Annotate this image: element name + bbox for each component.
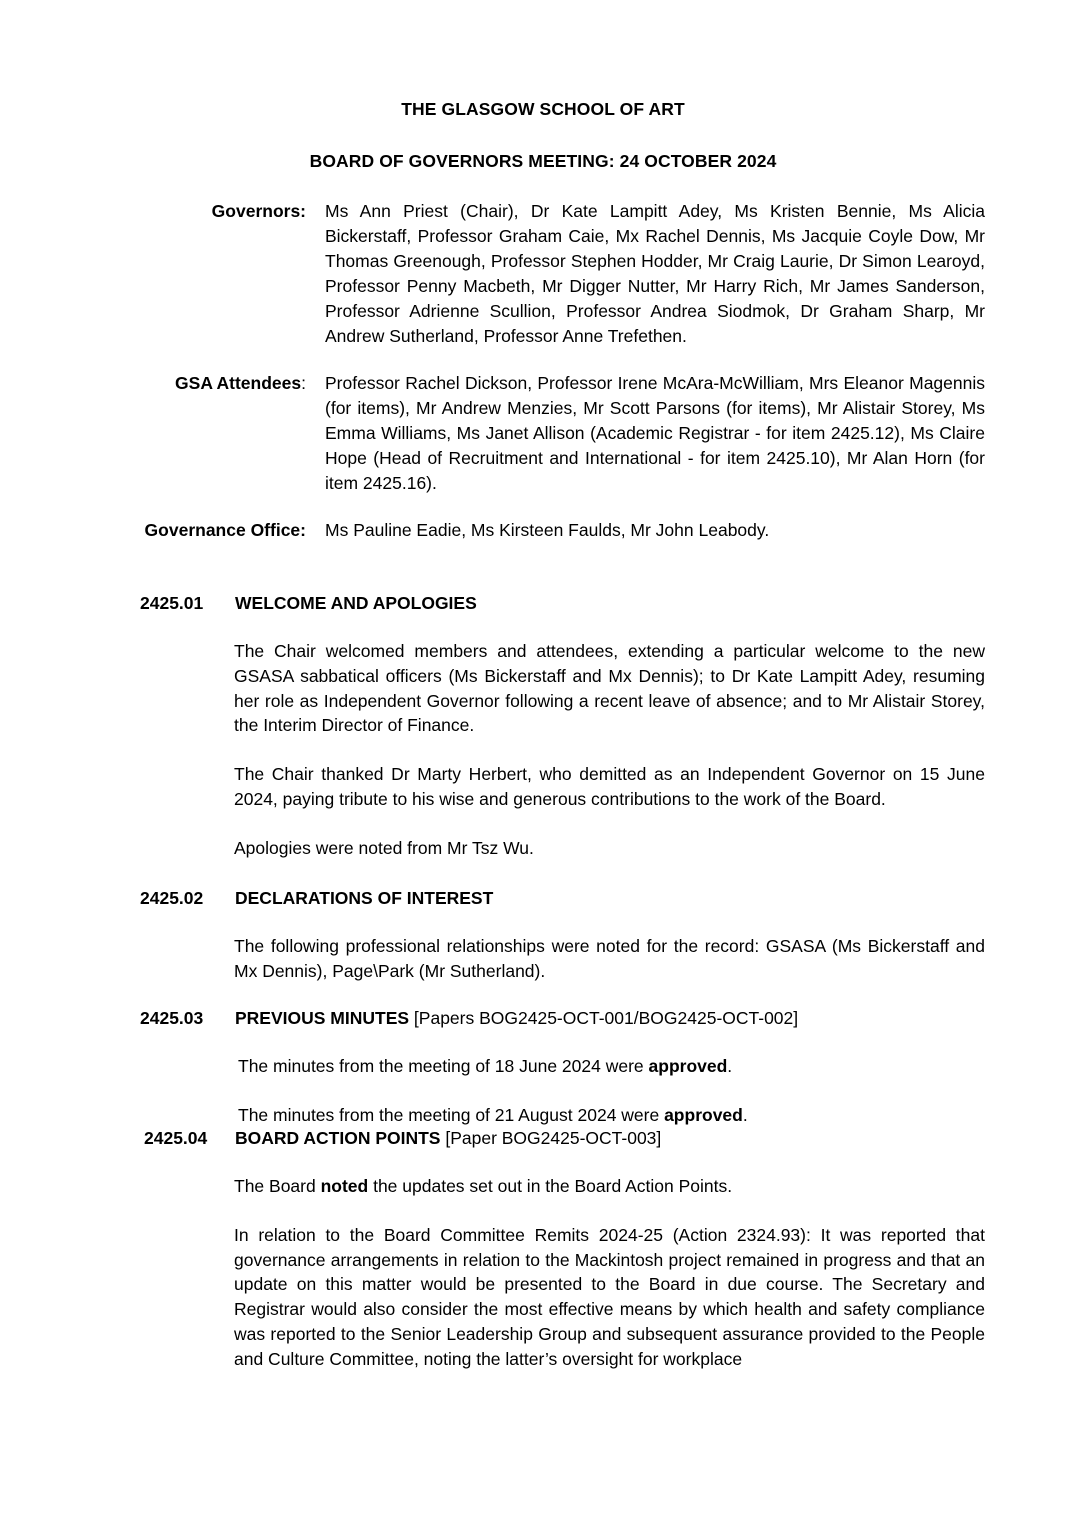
attendance-block	[140, 199, 985, 543]
governance-office-list: Ms Pauline Eadie, Ms Kirsteen Faulds, Mr John Leabody.	[325, 520, 770, 540]
gsa-attendees-label-text: GSA Attendees	[175, 373, 302, 393]
section-2425-01-heading	[140, 591, 985, 616]
section-2425-02-heading	[140, 886, 985, 911]
paragraph	[238, 1103, 985, 1128]
governance-office-label: Governance Office:	[144, 520, 306, 540]
board-noted-pre: The Board	[234, 1176, 321, 1196]
section-2425-02-number: 2425.02	[140, 888, 204, 908]
section-2425-01-number: 2425.01	[140, 593, 204, 613]
section-2425-03	[140, 1006, 985, 1128]
section-2425-01-title: WELCOME AND APOLOGIES	[235, 593, 477, 613]
governors-label: Governors:	[211, 201, 306, 221]
minutes-august-status: approved	[664, 1104, 743, 1125]
section-2425-01	[140, 591, 985, 861]
section-2425-04-title: BOARD ACTION POINTS	[235, 1128, 441, 1148]
governors-list: Ms Ann Priest (Chair), Dr Kate Lampitt Adey, Ms Kristen Bennie, Ms Alicia Bickerstaff, Professor Graham Caie, Mx Rachel Dennis, Ms Jacquie Coyle Dow, Mr Thomas Greenough, Professor Stephen Hodder, Mr Craig Laurie, Dr Simon Learoyd, Professor Penny Macbeth, Mr Digger Nutter, Mr Harry Rich, Mr James Sanderson, Professor Adrienne Scullion, Professor Andrea Siodmok, Dr Graham Sharp, Mr Andrew Sutherland, Professor Anne Trefethen.	[325, 201, 985, 346]
section-2425-04-heading	[140, 1126, 985, 1151]
section-2425-01-body	[234, 639, 985, 861]
section-2425-04	[140, 1126, 985, 1372]
section-2425-03-paper-ref: [Papers BOG2425-OCT-001/BOG2425-OCT-002]	[409, 1008, 799, 1028]
section-2425-03-body	[234, 1054, 985, 1128]
section-2425-04-body	[234, 1174, 985, 1372]
attendance-row-governors	[140, 199, 985, 349]
section-2425-03-title: PREVIOUS MINUTES	[235, 1008, 410, 1028]
section-2425-03-title-group	[235, 1006, 798, 1031]
minutes-august-period: .	[742, 1104, 748, 1125]
section-2425-02-body	[234, 934, 985, 984]
paragraph: The Chair welcomed members and attendees, extending a particular welcome to the new GSASA sabbatical officers (Ms Bickerstaff and Mx Dennis); to Dr Kate Lampitt Adey, resuming her role as Independent Governor following a recent leave of absence; and to Mr Alistair Storey, the Interim Director of Finance.	[234, 641, 985, 736]
section-2425-04-number: 2425.04	[144, 1128, 208, 1148]
minutes-august-text: The minutes from the meeting of 21 August 2024 were	[238, 1104, 665, 1125]
paragraph: The following professional relationships were noted for the record: GSASA (Ms Bickerstaff and Mx Dennis), Page\Park (Mr Sutherland).	[234, 936, 985, 981]
minutes-june-period: .	[727, 1056, 733, 1076]
paragraph: In relation to the Board Committee Remits 2024-25 (Action 2324.93): It was reported that governance arrangements in relation to the Mackintosh project remained in progress and that an update on this matter would be presented to the Board in due course. The Secretary and Registrar would also consider the most effective means by which health and safety compliance was reported to the Senior Leadership Group and subsequent assurance provided to the People and Culture Committee, noting the latter’s oversight for workplace	[234, 1224, 985, 1369]
gsa-attendees-label-colon: :	[301, 373, 306, 393]
board-noted-post: the updates set out in the Board Action Points.	[368, 1176, 733, 1196]
document-subtitle: BOARD OF GOVERNORS MEETING: 24 OCTOBER 2024	[309, 151, 777, 171]
minutes-june-text: The minutes from the meeting of 18 June 2024 were	[238, 1056, 649, 1076]
attendance-row-gsa-attendees	[140, 371, 985, 496]
section-2425-03-heading	[140, 1006, 985, 1031]
board-noted-status: noted	[320, 1176, 369, 1196]
paragraph: The Chair thanked Dr Marty Herbert, who demitted as an Independent Governor on 15 June 2024, paying tribute to his wise and generous contributions to the work of the Board.	[234, 764, 985, 809]
paragraph	[238, 1054, 985, 1079]
gsa-attendees-label	[140, 371, 306, 396]
section-2425-02	[140, 886, 985, 984]
section-2425-03-number: 2425.03	[140, 1008, 204, 1028]
attendance-row-governance-office	[140, 518, 985, 543]
section-2425-02-title: DECLARATIONS OF INTEREST	[235, 888, 494, 908]
paragraph	[234, 1174, 985, 1199]
minutes-june-status: approved	[648, 1056, 728, 1076]
document-title: THE GLASGOW SCHOOL OF ART	[401, 99, 685, 119]
gsa-attendees-list: Professor Rachel Dickson, Professor Irene McAra-McWilliam, Mrs Eleanor Magennis (for items), Mr Andrew Menzies, Mr Scott Parsons (for items), Mr Alistair Storey, Ms Emma Williams, Ms Janet Allison (Academic Registrar - for item 2425.12), Ms Claire Hope (Head of Recruitment and International - for item 2425.10), Mr Alan Horn (for item 2425.16).	[325, 373, 985, 493]
section-2425-04-paper-ref: [Paper BOG2425-OCT-003]	[440, 1128, 662, 1148]
section-2425-04-title-group	[235, 1126, 661, 1151]
paragraph: Apologies were noted from Mr Tsz Wu.	[234, 837, 534, 858]
